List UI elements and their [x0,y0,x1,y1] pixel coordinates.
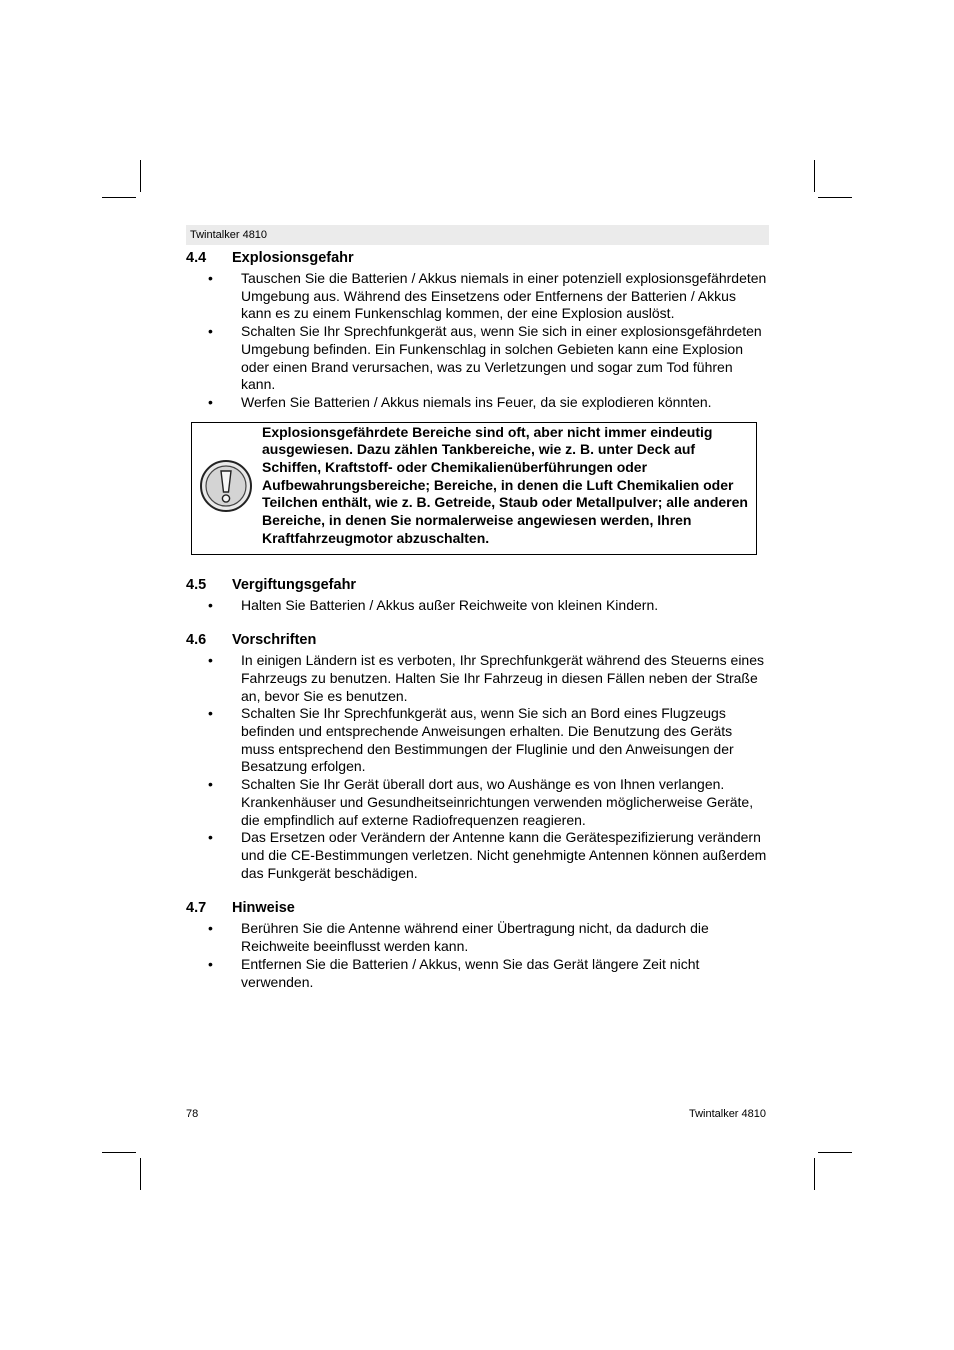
bullet-list [186,270,768,412]
list-item: • Halten Sie Batterien / Akkus außer Reichweite von kleinen Kindern. [186,597,768,615]
list-item: • Schalten Sie Ihr Gerät überall dort aus, wo Aushänge es von Ihnen verlangen. Krankenhäuser und Gesundheitseinrichtungen verwenden möglicherweise Geräte, die empfindlich auf externe Radiofrequenzen reagieren. [186,776,768,829]
section-number: 4.7 [186,900,207,917]
footer-product: Twintalker 4810 [688,1108,766,1120]
section-number: 4.6 [186,632,207,649]
section-title: Vergiftungsgefahr [232,576,357,593]
section-number: 4.4 [186,250,207,266]
exclamation-warning-icon [199,459,253,513]
crop-mark [818,197,852,198]
section-title: Hinweise [232,900,295,917]
crop-mark [814,1158,815,1190]
crop-mark [140,160,141,192]
section-heading [186,248,768,268]
crop-mark [814,160,815,192]
bullet-list [186,597,768,615]
running-header: Twintalker 4810 [186,225,769,245]
list-item: • Tauschen Sie die Batterien / Akkus niemals in einer potenziell explosionsgefährdeten Umgebung aus. Während des Einsetzens oder Entfernens der Batterien / Akkus kann es zu einem Funkenschlag kommen, der eine Explosion auslöst. [186,270,768,323]
section-number: 4.5 [186,576,207,593]
list-item: • Das Ersetzen oder Verändern der Antenne kann die Gerätespezifizierung verändern und die CE-Bestimmungen verletzen. Nicht genehmigte Antennen können außerdem das Funkgerät beschädigen. [186,829,768,882]
list-item: • Schalten Sie Ihr Sprechfunkgerät aus, wenn Sie sich in einer explosionsgefährdeten Umgebung befinden. Ein Funkenschlag in solchen Gebieten kann eine Explosion oder einen Brand verursachen, was zu Verletzungen und sogar zum Tod führen kann. [186,323,768,394]
section-heading [186,575,768,595]
list-item: • Schalten Sie Ihr Sprechfunkgerät aus, wenn Sie sich an Bord eines Flugzeugs befinden und entsprechende Anweisungen erhalten. Die Benutzung des Geräts muss entsprechend den Bestimmungen der Fluglinie und den Anweisungen der Besatzung erfolgen. [186,705,768,776]
list-item: • Entfernen Sie die Batterien / Akkus, wenn Sie das Gerät längere Zeit nicht verwenden. [186,956,768,991]
section-title: Explosionsgefahr [232,250,354,266]
list-item: • Berühren Sie die Antenne während einer Übertragung nicht, da dadurch die Reichweite beeinflusst werden kann. [186,920,768,955]
section-heading [186,898,768,918]
section-title: Vorschriften [232,632,317,649]
bullet-list [186,920,768,991]
crop-mark [102,1152,136,1153]
bullet-list [186,652,768,882]
section-heading [186,630,768,650]
page-number: 78 [186,1108,199,1120]
page-content [186,248,768,991]
crop-mark [102,197,136,198]
crop-mark [140,1158,141,1190]
list-item: • Werfen Sie Batterien / Akkus niemals ins Feuer, da sie explodieren könnten. [186,394,768,412]
warning-box [191,422,757,555]
warning-text: Explosionsgefährdete Bereiche sind oft, aber nicht immer eindeutig ausgewiesen. Dazu zählen Tankbereiche, wie z. B. unter Deck auf Schiffen, Kraftstoff- oder Chemikalienüberführungen oder Aufbewahrungsbereiche; Bereiche, in denen die Luft Chemikalien oder Teilchen enthält, wie z. B. Getreide, Staub oder Metallpulver; alle anderen Bereiche, in denen Sie normalerweise angewiesen werden, Ihren Kraftfahrzeugmotor abzuschalten. [262,423,748,546]
crop-mark [818,1152,852,1153]
list-item: • In einigen Ländern ist es verboten, Ihr Sprechfunkgerät während des Steuerns eines Fahrzeugs zu benutzen. Halten Sie Ihr Fahrzeug in diesen Fällen neben der Straße an, bevor Sie es benutzen. [186,652,768,705]
